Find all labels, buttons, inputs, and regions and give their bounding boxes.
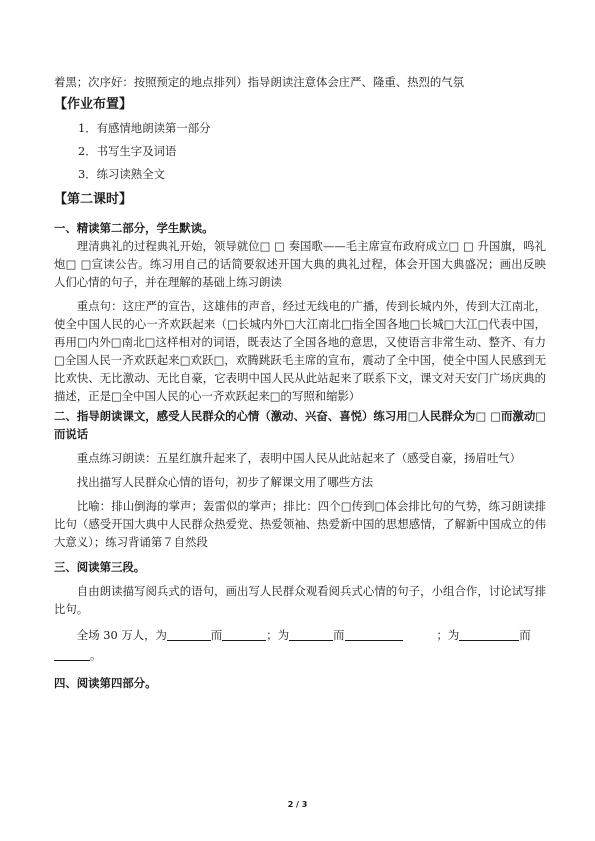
intro-line: 着黑；次序好：按照预定的地点排列）指导朗读注意体会庄严、隆重、热烈的气氛 — [54, 75, 465, 89]
section-1-paragraph: 理清典礼的过程典礼开始，领导就位□ □ 奏国歌——毛主席宣布政府成立□ □ 升国旗，鸣礼炮□ □宣读公告。练习用自己的话简要叙述开国大典的典礼过程，体会开国大典盛况；画出反映人们心情的句子，并在理解的基础上练习朗读 — [54, 239, 546, 289]
homework-item: 1．有感情地朗读第一部分 — [78, 121, 211, 135]
key-sentence-paragraph: 重点句：这庄严的宣告，这雄伟的声音，经过无线电的广播，传到长城内外，传到大江南北，使全中国人民的心一齐欢跃起来（□长城内外□大江南北□指全国各地□长城□大江□代表中国，再用□内外□南北□这样相对的词语，既表达了全国各地的意思，又使语言非常生动、整齐、有力□全国人民一齐欢跃起来□欢跃□，欢腾跳跃毛主席的宣布，震动了全中国，使全中国人民感到无比欢快、无比激动、无比自豪，它表明中国人民从此站起来了联系下文，课文对天安门广场庆典的描述，正是□全中国人民的心一齐欢跃起来□的写照和缩影） — [54, 299, 546, 403]
section-1-heading: 一、精读第二部分，学生默读。 — [54, 221, 214, 235]
answer-blank[interactable] — [345, 628, 403, 641]
section-2-heading: 二、指导朗读课文，感受人民群众的心情（激动、兴奋、喜悦）练习用□人民群众为□ □而激动□而说话 — [54, 409, 546, 441]
answer-blank[interactable] — [222, 628, 266, 641]
page-content — [54, 73, 546, 692]
section-3-paragraph: 自由朗读描写阅兵式的语句，画出写人民群众观看阅兵式心情的句子，小组合作，讨论试写排比句。 — [54, 584, 546, 616]
homework-list — [54, 117, 546, 186]
section-2-paragraph: 找出描写人民群众心情的语句，初步了解课文用了哪些方法 — [76, 475, 373, 489]
answer-blank[interactable] — [459, 628, 519, 641]
fill-in-blank-exercise: 全场 30 万人，为 而 ；为 而 ；为 而 — [76, 628, 531, 642]
fill-in-blank-continued: 。 — [54, 646, 546, 664]
answer-blank[interactable] — [54, 648, 90, 661]
section-2-paragraph: 比喻：排山倒海的掌声；轰雷似的掌声；排比：四个□传到□体会排比句的气势，练习朗读排比句（感受开国大典中人民群众热爱党、热爱领袖、热爱新中国的思想感情，了解新中国成立的伟大意义）；练习背诵第７自然段 — [54, 499, 546, 549]
homework-item: 2．书写生字及词语 — [78, 144, 177, 158]
page-number: 2 / 3 — [287, 800, 308, 809]
answer-blank[interactable] — [167, 628, 211, 641]
section-2-paragraph: 重点练习朗读：五星红旗升起来了，表明中国人民从此站起来了（感受自豪，扬眉吐气） — [76, 451, 522, 465]
lesson2-title: 【第二课时】 — [54, 192, 133, 207]
homework-item: 3．练习读熟全文 — [78, 167, 165, 181]
homework-title: 【作业布置】 — [54, 97, 133, 112]
section-4-heading: 四、阅读第四部分。 — [54, 676, 157, 690]
answer-blank[interactable] — [289, 628, 333, 641]
section-3-heading: 三、阅读第三段。 — [54, 560, 146, 574]
